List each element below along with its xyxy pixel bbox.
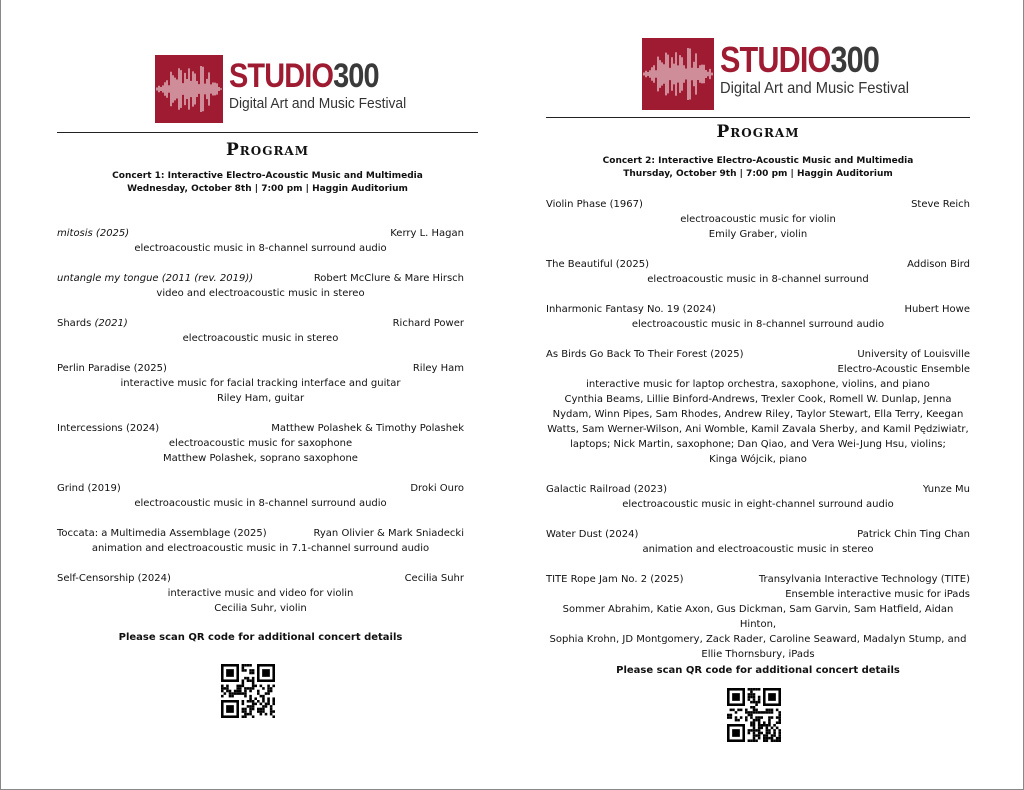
program-entry [57, 361, 464, 406]
program-entry [57, 226, 464, 256]
piece-description: electroacoustic music in stereo [182, 333, 339, 344]
performers: Kinga Wójcik, piano [709, 454, 807, 465]
composer: Steve Reich [911, 199, 970, 210]
piece-title: Grind (2019) [57, 483, 121, 494]
piece-title: mitosis (2025) [57, 228, 130, 239]
performers: laptops; Nick Martin, saxophone; Dan Qiao, and Vera Wei-Jung Hsu, violins; [570, 439, 946, 450]
composer: Matthew Polashek & Timothy Polashek [271, 423, 464, 434]
composer: Richard Power [392, 318, 464, 329]
program-entry [57, 481, 464, 511]
piece-title: TITE Rope Jam No. 2 (2025) [546, 574, 684, 585]
piece-title: Violin Phase (1967) [546, 199, 643, 210]
performer: Cecilia Suhr, violin [214, 603, 307, 614]
composer: Patrick Chin Ting Chan [857, 529, 970, 540]
program-entry [546, 197, 970, 242]
concert-header [57, 170, 478, 196]
composer: Riley Ham [412, 363, 464, 374]
composer: Transylvania Interactive Technology (TITE) [758, 574, 970, 585]
piece-title: Intercessions (2024) [57, 423, 160, 434]
composer: Yunze Mu [922, 484, 970, 495]
composer: Ryan Olivier & Mark Sniadecki [313, 528, 464, 539]
piece-description: interactive music for facial tracking interface and guitar [120, 378, 401, 389]
composer-line-2: Ensemble interactive music for iPads [785, 589, 970, 600]
program-entry [546, 572, 970, 662]
piece-description: animation and electroacoustic music in stereo [642, 544, 874, 555]
program-entry [57, 571, 464, 616]
piece-description: animation and electroacoustic music in 7.1-channel surround audio [91, 543, 430, 554]
program-entry [57, 271, 464, 301]
piece-description: electroacoustic music for saxophone [168, 438, 353, 449]
piece-description: electroacoustic music in 8-channel surround [647, 274, 869, 285]
festival-logo [642, 38, 925, 110]
composer-line-2: Electro-Acoustic Ensemble [837, 364, 970, 375]
page-border-left [0, 0, 1, 790]
brand-name: STUDIO300 [720, 39, 880, 80]
composer: Cecilia Suhr [404, 573, 464, 584]
piece-description: interactive music for laptop orchestra, saxophone, violins, and piano [586, 379, 930, 390]
waveform-icon [155, 55, 223, 123]
program-entry [57, 526, 464, 556]
piece-description: video and electroacoustic music in stereo [156, 288, 365, 299]
qr-code-icon[interactable] [221, 664, 275, 718]
program-entry [57, 316, 464, 346]
waveform-icon [642, 38, 714, 110]
piece-title: Self-Censorship (2024) [57, 573, 171, 584]
performer: Riley Ham, guitar [216, 393, 305, 404]
performers: Cynthia Beams, Lillie Binford-Andrews, Trexler Cook, Romell W. Dunlap, Jenna [564, 394, 952, 405]
concert-header [546, 155, 970, 181]
piece-title: Galactic Railroad (2023) [546, 484, 667, 495]
piece-description: electroacoustic music in 8-channel surround audio [631, 319, 885, 330]
piece-description: electroacoustic music in 8-channel surround audio [134, 498, 387, 509]
composer: University of Louisville [857, 349, 970, 360]
concert-title: Concert 2: Interactive Electro-Acoustic Music and Multimedia [602, 156, 914, 166]
piece-title: Toccata: a Multimedia Assemblage (2025) [57, 528, 267, 539]
program-entry [546, 302, 970, 332]
program-entry [57, 421, 464, 466]
performer: Emily Graber, violin [708, 229, 808, 240]
piece-description: electroacoustic music in 8-channel surround audio [134, 243, 387, 254]
concert-title: Concert 1: Interactive Electro-Acoustic Music and Multimedia [112, 171, 423, 181]
piece-description: electroacoustic music for violin [680, 214, 836, 225]
composer: Robert McClure & Mare Hirsch [313, 273, 464, 284]
concert-info: Wednesday, October 8th | 7:00 pm | Haggin Auditorium [127, 184, 408, 194]
divider [57, 132, 478, 133]
piece-title: untangle my tongue (2011 (rev. 2019)) [57, 273, 254, 284]
program-entry [546, 482, 970, 512]
piece-title: Water Dust (2024) [546, 529, 639, 540]
brand-name: STUDIO300 [229, 57, 379, 95]
piece-description: electroacoustic music in eight-channel surround audio [622, 499, 894, 510]
performers: Ellie Thornsbury, iPads [701, 649, 815, 660]
piece-title: The Beautiful (2025) [546, 259, 650, 270]
brand-subtitle: Digital Art and Music Festival [229, 95, 407, 112]
piece-title: Shards (2021) [57, 318, 128, 329]
program-entry [546, 527, 970, 557]
piece-title: Inharmonic Fantasy No. 19 (2024) [546, 304, 716, 315]
performers: Sommer Abrahim, Katie Axon, Gus Dickman, Sam Garvin, Sam Hatfield, Aidan Hinton, [562, 604, 954, 630]
composer: Droki Ouro [410, 483, 464, 494]
brand-subtitle: Digital Art and Music Festival [720, 80, 909, 97]
piece-description: interactive music and video for violin [167, 588, 354, 599]
concert-info: Thursday, October 9th | 7:00 pm | Haggin Auditorium [623, 169, 893, 179]
performers: Watts, Sam Werner-Wilson, Ani Womble, Kamil Zavala Sherby, and Kamil Pędziwiatr, [547, 424, 969, 435]
composer: Hubert Howe [904, 304, 970, 315]
divider [546, 117, 970, 118]
program-title: Program [716, 122, 800, 142]
piece-title: As Birds Go Back To Their Forest (2025) [546, 349, 744, 360]
program-entry [546, 347, 970, 467]
scan-instruction: Please scan QR code for additional concert details [616, 665, 900, 676]
performers: Nydam, Winn Pipes, Sam Rhodes, Andrew Riley, Taylor Stewart, Ella Terry, Keegan [552, 409, 964, 420]
program-entry [546, 257, 970, 287]
performer: Matthew Polashek, soprano saxophone [163, 453, 358, 464]
program-title: Program [225, 140, 310, 160]
scan-instruction: Please scan QR code for additional concert details [118, 632, 403, 643]
performers: Sophia Krohn, JD Montgomery, Zack Rader, Caroline Seaward, Madalyn Stump, and [549, 634, 967, 645]
piece-title: Perlin Paradise (2025) [57, 363, 167, 374]
qr-code-icon[interactable] [727, 688, 781, 742]
composer: Addison Bird [907, 259, 970, 270]
composer: Kerry L. Hagan [390, 228, 464, 239]
festival-logo [155, 55, 422, 123]
